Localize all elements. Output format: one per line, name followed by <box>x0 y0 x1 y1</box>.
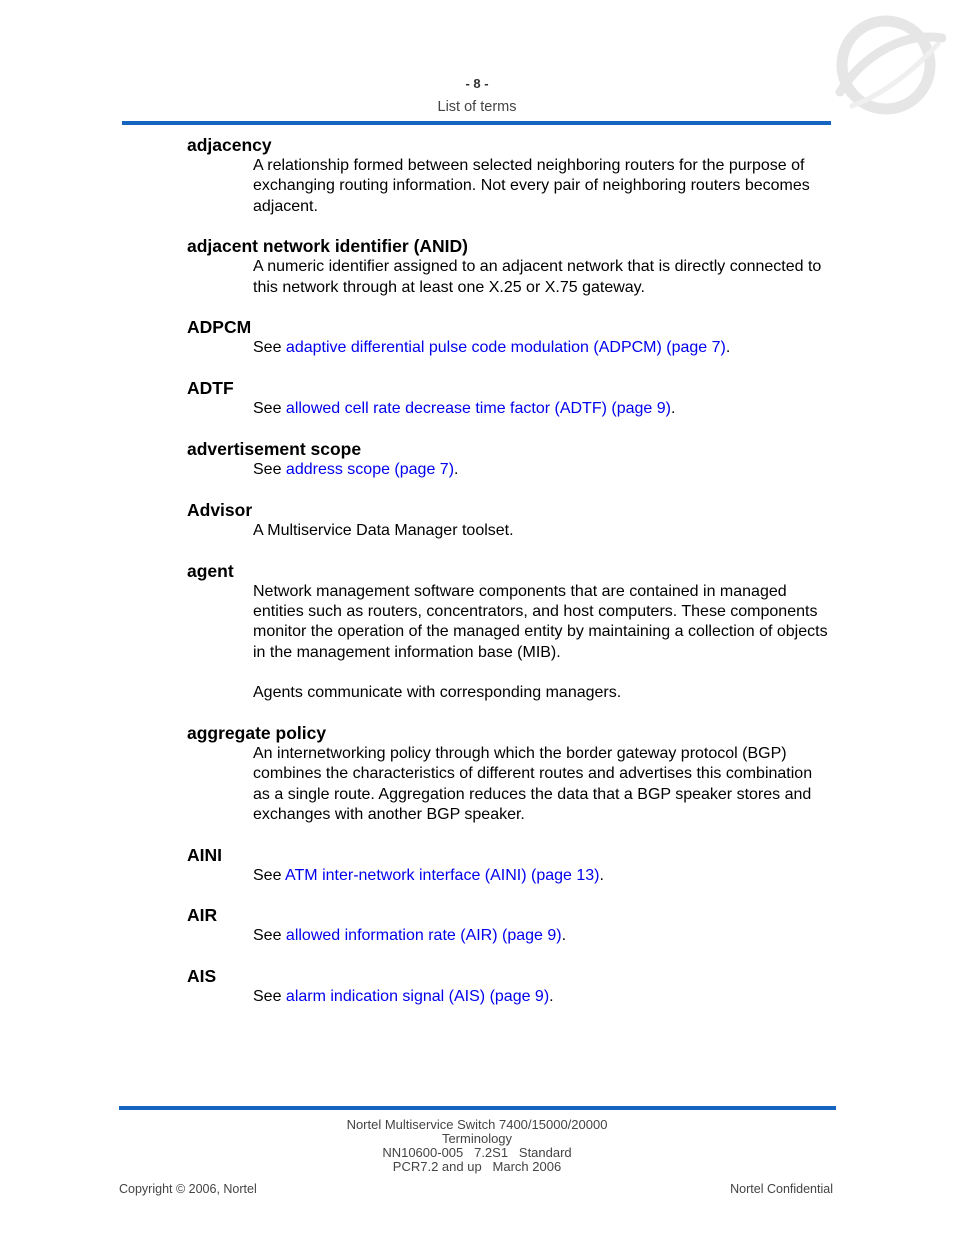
glossary-see-reference <box>253 926 832 946</box>
see-prefix: See <box>253 988 286 1006</box>
see-prefix: See <box>253 400 286 418</box>
glossary-entry <box>187 377 832 419</box>
glossary-definition: A numeric identifier assigned to an adjacent network that is directly connected to this network through at least one X.25 or X.75 gateway. <box>253 258 822 296</box>
glossary-entry <box>187 134 832 217</box>
footer-doc-info <box>0 1118 954 1174</box>
glossary-see-reference <box>253 987 832 1007</box>
glossary-term: adjacency <box>187 135 272 155</box>
section-title: List of terms <box>437 99 517 115</box>
glossary-see-reference <box>253 866 832 886</box>
glossary-entry <box>187 722 832 825</box>
see-suffix: . <box>549 988 554 1006</box>
cross-reference-link[interactable]: ATM inter-network interface (AINI) (page 13) <box>285 866 600 884</box>
glossary-term: AINI <box>187 844 222 865</box>
header-rule <box>122 121 831 125</box>
glossary-list <box>187 134 832 1026</box>
glossary-term: advertisement scope <box>187 439 362 460</box>
see-prefix: See <box>253 927 286 945</box>
glossary-term: ADTF <box>187 378 234 399</box>
cross-reference-link[interactable]: allowed information rate (AIR) (page 9) <box>285 927 562 945</box>
cross-reference-link[interactable]: alarm indication signal (AIS) (page 9) <box>285 988 550 1006</box>
page-number: - 8 - <box>465 76 489 91</box>
glossary-entry <box>187 235 832 298</box>
footer-copyright: Copyright © 2006, Nortel <box>119 1182 257 1196</box>
glossary-term: aggregate policy <box>187 722 327 743</box>
see-suffix: . <box>599 866 604 884</box>
glossary-entry <box>187 844 832 886</box>
glossary-term: AIS <box>187 966 217 987</box>
see-suffix: . <box>454 461 459 479</box>
footer-rule <box>119 1106 836 1110</box>
glossary-definition: Network management software components that are contained in managed entities such as routers, concentrators, and host computers. These components monitor the operation of the managed entity by maintaining a collection of objects in the management information base (MIB). <box>253 582 828 661</box>
see-prefix: See <box>253 339 286 357</box>
footer-confidential: Nortel Confidential <box>730 1182 833 1196</box>
see-prefix: See <box>253 461 286 479</box>
glossary-entry <box>187 560 832 704</box>
glossary-see-reference <box>253 399 832 419</box>
glossary-see-reference <box>253 338 832 358</box>
footer-doc-title: Terminology <box>441 1131 513 1146</box>
glossary-definition: A Multiservice Data Manager toolset. <box>253 521 514 539</box>
glossary-entry <box>187 904 832 946</box>
glossary-term: adjacent network identifier (ANID) <box>187 236 469 257</box>
glossary-definition: An internetworking policy through which the border gateway protocol (BGP) combines the characteristics of different routes and advertises this combination as a single route. Aggregation reduces the data that a BGP speaker stores and exchanges with another BGP speaker. <box>253 744 813 823</box>
cross-reference-link[interactable]: allowed cell rate decrease time factor (ADTF) (page 9) <box>285 400 671 418</box>
footer-doc-number: NN10600-005 7.2S1 Standard <box>382 1145 572 1160</box>
see-suffix: . <box>725 339 731 357</box>
footer-release: PCR7.2 and up March 2006 <box>392 1159 562 1174</box>
footer-product: Nortel Multiservice Switch 7400/15000/20000 <box>346 1117 608 1132</box>
glossary-term: ADPCM <box>187 317 252 338</box>
glossary-entry <box>187 316 832 358</box>
glossary-see-reference <box>253 460 832 480</box>
glossary-term: Advisor <box>187 499 253 520</box>
glossary-entry <box>187 965 832 1007</box>
glossary-term: agent <box>187 560 234 581</box>
see-suffix: . <box>561 927 567 945</box>
glossary-entry <box>187 499 832 541</box>
glossary-term: AIR <box>187 905 218 926</box>
nortel-globe-icon <box>834 14 946 116</box>
see-suffix: . <box>670 400 676 418</box>
glossary-definition: Agents communicate with corresponding managers. <box>253 684 622 702</box>
cross-reference-link[interactable]: address scope (page 7) <box>285 461 455 479</box>
see-prefix: See <box>253 866 286 884</box>
glossary-entry <box>187 438 832 480</box>
cross-reference-link[interactable]: adaptive differential pulse code modulation (ADPCM) (page 7) <box>285 339 726 357</box>
glossary-definition: A relationship formed between selected neighboring routers for the purpose of exchanging routing information. Not every pair of neighboring routers becomes adjacent. <box>253 157 810 215</box>
